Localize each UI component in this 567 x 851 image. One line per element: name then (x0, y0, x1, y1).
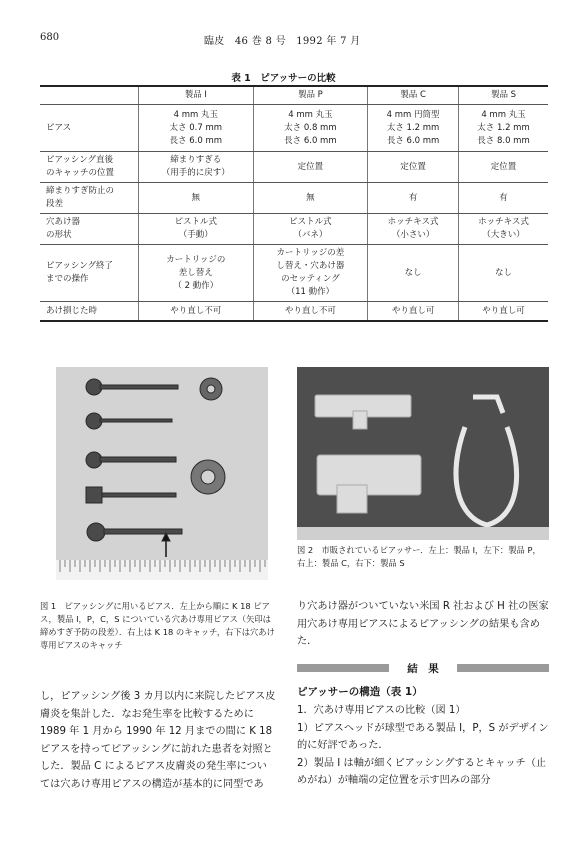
cell-line: 4 mm 丸玉 (481, 109, 526, 120)
paragraph: 2）製品 I は軸が細くピアッシングするとキャッチ（止めがね）が軸端の定位置を示す凹みの部分 (297, 757, 547, 787)
cell-line: 有 (499, 192, 508, 203)
table-row (40, 183, 548, 214)
table-cell (459, 214, 548, 245)
cell-line: 有 (408, 192, 418, 203)
cell-line: 無 (306, 192, 315, 203)
label-line: 段差 (46, 199, 64, 209)
cell-line: 太さ 1.2 mm (386, 122, 440, 133)
figure-1-caption: 図 1 ピアッシングに用いるピアス．左上から順に K 18 ピアス，製品 I，P，C，S についている穴あけ専用ピアス（矢印は締めすぎ予防の段差）．右上は K 18 のキャッチ，右下は穴あけ専用ピアスのキャッチ (40, 601, 275, 650)
table-cell (459, 105, 548, 152)
cell-line: ピストル式 (174, 217, 218, 227)
cell-line: のセッティング (281, 274, 340, 284)
cell-line: なし (495, 267, 513, 278)
cell-line: やり直し可 (391, 305, 435, 316)
right-column-intro: り穴あけ器がついていない米国 R 社および H 社の医家用穴あけ専用ピアスによるピアッシングの結果も含めた． (297, 601, 549, 648)
figure-1-photo (56, 367, 268, 580)
cell-line: 4 mm 丸玉 (173, 109, 218, 120)
cell-line: （大きい） (482, 230, 525, 240)
cell-line: （小さい） (391, 230, 435, 240)
table-row-label (40, 183, 139, 214)
label-line: 締まりすぎ防止の (46, 186, 115, 196)
label-line: までの操作 (46, 274, 89, 284)
cell-line: やり直し可 (482, 305, 525, 316)
table-row-label (40, 245, 139, 302)
cell-line: 定位置 (490, 161, 517, 172)
paragraph: 1．穴あけ専用ピアスの比較（図 1） (297, 705, 466, 716)
table-row-label (40, 152, 139, 183)
table-column-header: 製品 C (368, 86, 459, 105)
table-cell (368, 245, 459, 302)
table-cell (459, 302, 548, 322)
cell-line: 長さ 6.0 mm (386, 135, 440, 146)
cell-line: （バネ） (293, 230, 328, 240)
table-column-header: 製品 P (253, 86, 368, 105)
cell-line: 定位置 (297, 161, 324, 172)
label-line: の形状 (46, 230, 72, 240)
table-column-header: 製品 S (459, 86, 548, 105)
table-cell (139, 105, 254, 152)
left-column-text: し，ピアッシング後 3 カ月以内に来院したピアス皮膚炎を集計した．なお発生率を比較するために 1989 年 1 月から 1990 年 12 月までの間に K 18 ピアスを持ってピアッシングに訪れた患者を対照とした．製品 C によるピアス皮膚炎の発生率については穴あけ専用ピアスの構造が基本的に同型であ (40, 691, 276, 790)
table-cell (253, 105, 368, 152)
table-cell (368, 105, 459, 152)
subheading: ピアッサーの構造（表 1） (297, 686, 423, 698)
table-corner (40, 86, 139, 105)
table-row (40, 245, 548, 302)
comparison-table (40, 85, 548, 322)
cell-line: カートリッジの差 (276, 248, 345, 258)
table-cell (368, 214, 459, 245)
right-column-body (297, 702, 549, 790)
cell-line: 定位置 (400, 161, 426, 172)
cell-line: ホッチキス式 (387, 217, 439, 227)
section-title: 結 果 (407, 663, 439, 675)
pierce-studs-image (56, 367, 268, 580)
table-row (40, 302, 548, 322)
table-cell (368, 152, 459, 183)
cell-line: し替え・穴あけ器 (276, 261, 345, 271)
table-cell (368, 302, 459, 322)
table-cell (368, 183, 459, 214)
paragraph: 1）ピアスヘッドが球型である製品 I，P，S がデザイン的に好評であった． (297, 722, 549, 752)
cell-line: ホッチキス式 (478, 217, 529, 227)
cell-line: 長さ 8.0 mm (477, 135, 530, 146)
label-line: あけ損じた時 (46, 305, 98, 316)
cell-line: 太さ 1.2 mm (477, 122, 530, 133)
cell-line: やり直し不可 (170, 305, 222, 316)
table-cell (139, 152, 254, 183)
table-cell (459, 152, 548, 183)
label-line: ピアス (46, 122, 72, 133)
cell-line: （手動） (178, 230, 213, 240)
table-caption: 表 1 ピアッサーの比較 (231, 73, 336, 84)
table-cell (253, 302, 368, 322)
cell-line: なし (404, 267, 422, 278)
table-row-label (40, 214, 139, 245)
table-row (40, 214, 548, 245)
cell-line: やり直し不可 (284, 305, 336, 316)
table-cell (139, 214, 254, 245)
cell-line: 太さ 0.7 mm (169, 122, 223, 133)
cell-line: 長さ 6.0 mm (284, 135, 337, 146)
cell-line: 4 mm 円筒型 (386, 109, 440, 120)
cell-line: （11 動作） (286, 287, 335, 297)
label-line: のキャッチの位置 (46, 168, 115, 178)
table-cell (253, 245, 368, 302)
table-cell (139, 183, 254, 214)
table-cell (459, 183, 548, 214)
cell-line: 4 mm 丸玉 (288, 109, 333, 120)
table-row-label (40, 302, 139, 322)
table-row (40, 105, 548, 152)
cell-line: 締まりすぎる (170, 155, 222, 165)
table-row (40, 152, 548, 183)
results-section-header (297, 661, 549, 675)
table-cell (459, 245, 548, 302)
cell-line: ピストル式 (289, 217, 332, 227)
figure-2-photo (297, 367, 549, 540)
cell-line: 長さ 6.0 mm (169, 135, 223, 146)
cell-line: （用手的に戻す） (161, 168, 230, 178)
label-line: 穴あけ器 (46, 217, 81, 227)
table-cell (253, 214, 368, 245)
piercers-image (297, 367, 549, 540)
table-cell (253, 183, 368, 214)
cell-line: 太さ 0.8 mm (284, 122, 337, 133)
cell-line: カートリッジの (166, 254, 226, 265)
table-row-label (40, 105, 139, 152)
cell-line: 差し替え (178, 267, 213, 278)
page-number: 680 (40, 32, 60, 43)
table-cell (139, 245, 254, 302)
table-cell (253, 152, 368, 183)
cell-line: 無 (191, 192, 201, 203)
table-cell (139, 302, 254, 322)
figure-2-caption: 図 2 市販されているピアッサー．左上：製品 I，左下：製品 P，右上：製品 C，右下：製品 S (297, 545, 541, 568)
table-column-header: 製品 I (139, 86, 254, 105)
cell-line: （ 2 動作） (173, 280, 219, 291)
label-line: ピアッシング終了 (46, 261, 114, 271)
label-line: ピアッシング直後 (46, 155, 114, 165)
journal-header: 臨皮 46 巻 8 号 1992 年 7 月 (204, 36, 361, 47)
